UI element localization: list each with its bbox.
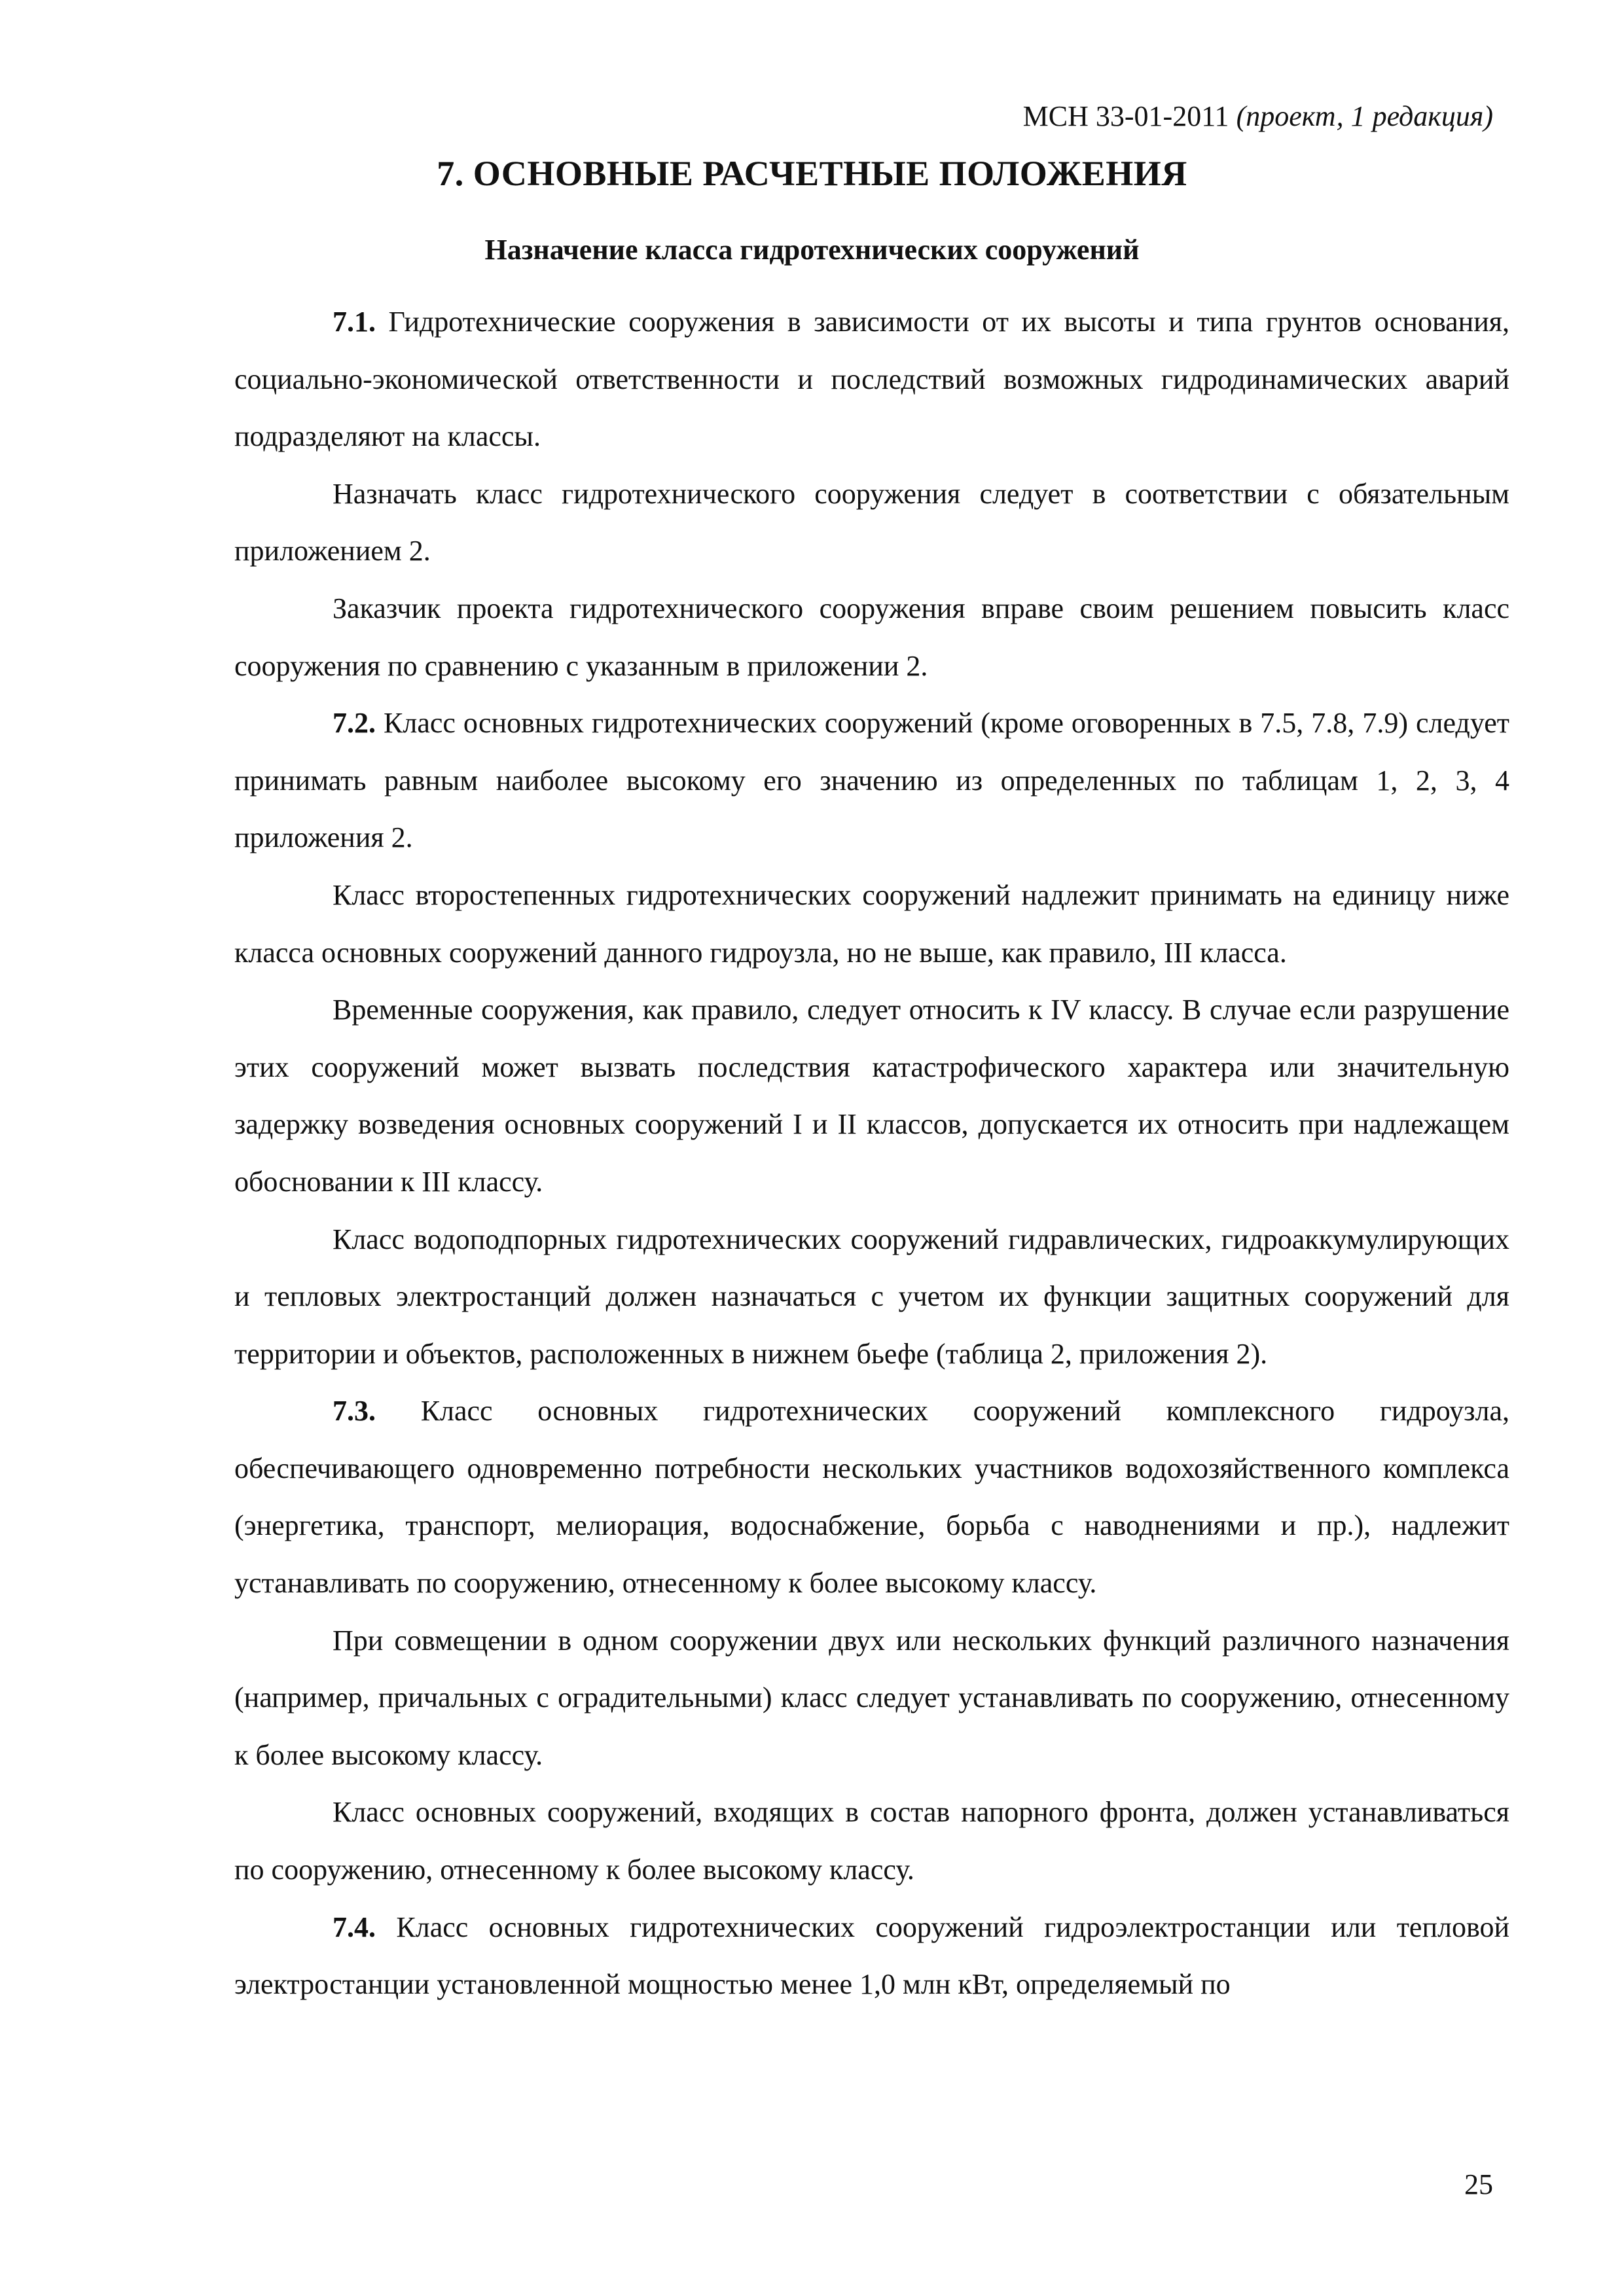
document-code: МСН 33-01-2011 [1022, 100, 1229, 132]
paragraph-text: Класс второстепенных гидротехнических сооружений надлежит принимать на единицу ниже класса основных сооружений данного гидроузла, но не выше, как правило, III класса. [234, 878, 1509, 969]
paragraph [234, 465, 1509, 580]
document-header [1023, 97, 1493, 136]
paragraph [234, 1612, 1509, 1784]
paragraph [234, 867, 1509, 981]
paragraph [234, 1382, 1509, 1611]
paragraph-text: Класс основных сооружений, входящих в состав напорного фронта, должен устанавливаться по сооружению, отнесенному к более высокому классу. [234, 1796, 1509, 1886]
section-subtitle: Назначение класса гидротехнических сооружений [484, 234, 1140, 266]
paragraph [234, 694, 1509, 867]
paragraph-text: Назначать класс гидротехнического сооружения следует в соответствии с обязательным приложением 2. [234, 477, 1509, 567]
paragraph-text: Гидротехнические сооружения в зависимости от их высоты и типа грунтов основания, социально-экономической ответственности и последствий возможных гидродинамических аварий подразделяют на классы. [234, 306, 1509, 453]
paragraph-text: Класс основных гидротехнических сооружений комплексного гидроузла, обеспечивающего одновременно потребности нескольких участников водохозяйственного комплекса (энергетика, транспорт, мелиорация, водоснабжение, борьба с наводнениями и пр.), надлежит устанавливать по сооружению, отнесенному к более высокому классу. [234, 1395, 1509, 1600]
paragraph-text: Класс водоподпорных гидротехнических сооружений гидравлических, гидроаккумулирующих и тепловых электростанций должен назначаться с учетом их функции защитных сооружений для территории и объектов, расположенных в нижнем бьефе (таблица 2, приложения 2). [234, 1223, 1509, 1370]
paragraph [234, 1784, 1509, 1898]
paragraph-text: Заказчик проекта гидротехнического сооружения вправе своим решением повысить класс сооружения по сравнению с указанным в приложении 2. [234, 592, 1509, 682]
paragraph-text: При совмещении в одном сооружении двух или нескольких функций различного назначения (например, причальных с оградительными) класс следует устанавливать по сооружению, отнесенному к более высокому классу. [234, 1624, 1509, 1771]
paragraph-text: Временные сооружения, как правило, следует относить к IV классу. В случае если разрушение этих сооружений может вызвать последствия катастрофического характера или значительную задержку возведения основных сооружений I и II классов, допускается их относить при надлежащем обосновании к III классу. [234, 994, 1509, 1198]
paragraph [234, 293, 1509, 465]
paragraph-text: Класс основных гидротехнических сооружений гидроэлектростанции или тепловой электростанции установленной мощностью менее 1,0 млн кВт, определяемый по [234, 1910, 1509, 2001]
document-edition-note: (проект, 1 редакция) [1236, 100, 1493, 132]
paragraph [234, 1899, 1509, 2013]
paragraph [234, 1211, 1509, 1383]
page-number: 25 [1464, 2168, 1493, 2200]
clause-number: 7.2. [333, 707, 376, 740]
clause-number: 7.3. [333, 1395, 376, 1427]
clause-number: 7.1. [333, 306, 376, 338]
paragraph [234, 981, 1509, 1210]
body-text [234, 293, 1509, 2013]
clause-number: 7.4. [333, 1910, 376, 1943]
paragraph [234, 580, 1509, 694]
paragraph-text: Класс основных гидротехнических сооружений (кроме оговоренных в 7.5, 7.8, 7.9) следует принимать равным наиболее высокому его значению из определенных по таблицам 1, 2, 3, 4 приложения 2. [234, 707, 1509, 854]
section-title: 7. ОСНОВНЫЕ РАСЧЕТНЫЕ ПОЛОЖЕНИЯ [437, 154, 1187, 193]
